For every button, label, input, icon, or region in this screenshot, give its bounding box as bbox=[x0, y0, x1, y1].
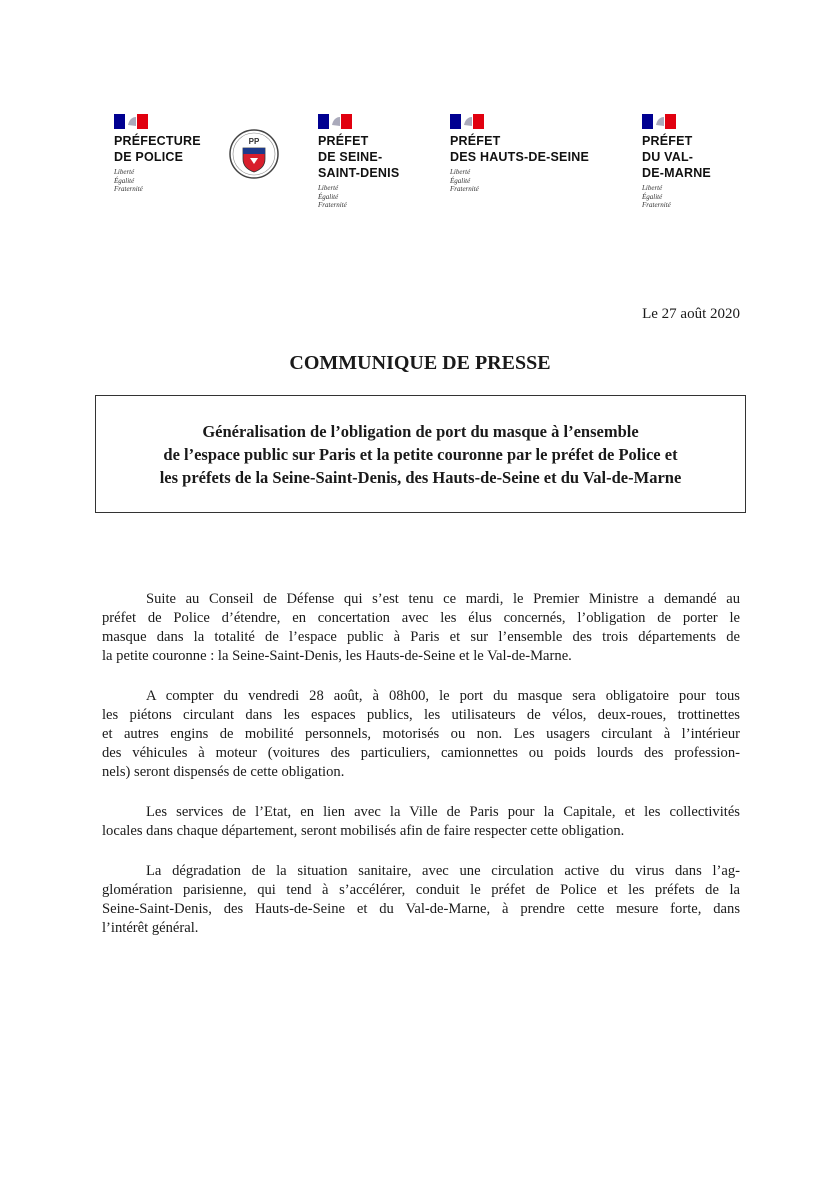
logo-title: PRÉFET DU VAL- DE-MARNE bbox=[642, 134, 711, 180]
logo-title: PRÉFECTURE DE POLICE bbox=[114, 134, 201, 164]
logo-title: PRÉFET DES HAUTS-DE-SEINE bbox=[450, 134, 590, 164]
text-line: la petite couronne : la Seine-Saint-Denis, les Hauts-de-Seine et le Val-de-Marne. bbox=[102, 648, 572, 664]
svg-text:PP: PP bbox=[248, 137, 260, 146]
text-line: préfet de Police d’étendre, en concertation avec les élus concernés, l’obligation de porter le bbox=[102, 610, 740, 626]
logo-prefet-seine-saint-denis bbox=[318, 114, 399, 210]
logo-prefet-hauts-de-seine bbox=[450, 114, 589, 194]
republic-motto: Liberté Égalité Fraternité bbox=[450, 168, 479, 193]
text-line: l’intérêt général. bbox=[102, 920, 199, 936]
logo-prefet-val-de-marne bbox=[642, 114, 711, 210]
logo-title: PRÉFET DE SEINE- SAINT-DENIS bbox=[318, 134, 400, 180]
subject-box bbox=[95, 395, 746, 513]
republic-motto: Liberté Égalité Fraternité bbox=[114, 168, 143, 193]
text-line: La dégradation de la situation sanitaire, avec une circulation active du virus dans l’ag- bbox=[146, 863, 740, 879]
text-line: locales dans chaque département, seront mobilisés afin de faire respecter cette obligation. bbox=[102, 823, 625, 839]
marianne-flag-icon bbox=[114, 114, 148, 129]
logo-prefecture-de-police bbox=[114, 114, 201, 194]
prefecture-police-emblem-icon bbox=[228, 128, 280, 180]
text-line: et autres engins de mobilité personnels, motorisés ou non. Les usagers circulant à l’intérieur bbox=[102, 726, 740, 742]
text-line: A compter du vendredi 28 août, à 08h00, le port du masque sera obligatoire pour tous bbox=[146, 688, 740, 704]
text-line: Les services de l’Etat, en lien avec la Ville de Paris pour la Capitale, et les collectivités bbox=[146, 804, 740, 820]
text-line: glomération parisienne, qui tend à s’accélérer, conduit le préfet de Police et les préfets de la bbox=[102, 882, 740, 898]
paragraph-1 bbox=[102, 590, 740, 666]
republic-motto: Liberté Égalité Fraternité bbox=[318, 184, 347, 209]
marianne-flag-icon bbox=[450, 114, 484, 129]
page-title: COMMUNIQUE DE PRESSE bbox=[289, 352, 551, 374]
republic-motto: Liberté Égalité Fraternité bbox=[642, 184, 671, 209]
subject-line: les préfets de la Seine-Saint-Denis, des Hauts-de-Seine et du Val-de-Marne bbox=[159, 467, 682, 487]
marianne-flag-icon bbox=[318, 114, 352, 129]
text-line: Seine-Saint-Denis, des Hauts-de-Seine et du Val-de-Marne, à prendre cette mesure forte, dans bbox=[102, 901, 740, 917]
paragraph-4 bbox=[102, 862, 740, 938]
marianne-flag-icon bbox=[642, 114, 676, 129]
text-line: des véhicules à moteur (voitures des particuliers, camionnettes ou poids lourds des profession- bbox=[102, 745, 740, 761]
document-date: Le 27 août 2020 bbox=[642, 306, 740, 322]
text-line: les piétons circulant dans les espaces publics, les utilisateurs de vélos, deux-roues, trottinettes bbox=[102, 707, 740, 723]
text-line: Suite au Conseil de Défense qui s’est tenu ce mardi, le Premier Ministre a demandé au bbox=[146, 591, 740, 607]
subject-line: de l’espace public sur Paris et la petite couronne par le préfet de Police et bbox=[163, 444, 678, 464]
subject-line: Généralisation de l’obligation de port du masque à l’ensemble bbox=[202, 421, 639, 441]
paragraph-2 bbox=[102, 687, 740, 782]
text-line: nels) seront dispensés de cette obligation. bbox=[102, 764, 345, 780]
paragraph-3 bbox=[102, 803, 740, 841]
text-line: masque dans la totalité de l’espace public à Paris et sur l’ensemble des trois départements de bbox=[102, 629, 740, 645]
